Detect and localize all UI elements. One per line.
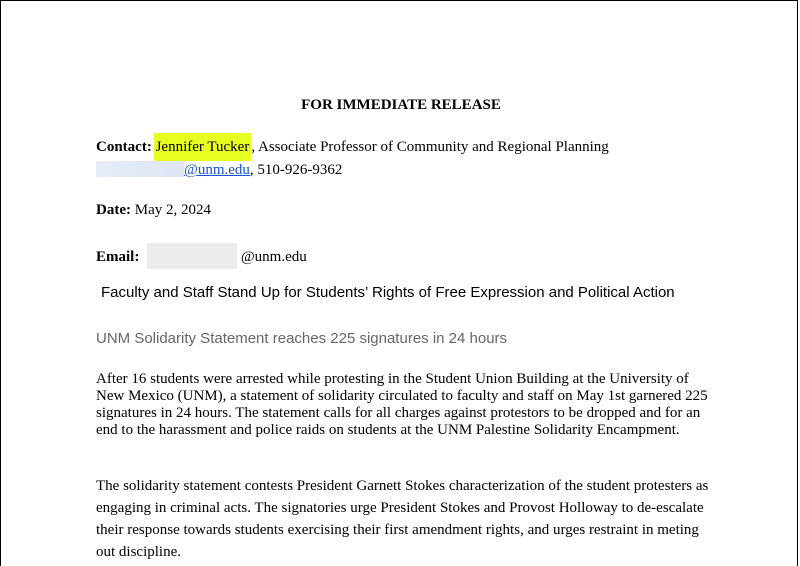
contact-email-link[interactable]: @unm.edu <box>184 162 250 178</box>
contact-email-line <box>96 161 342 179</box>
contact-name: Jennifer Tucker <box>154 133 252 161</box>
contact-label: Contact: <box>96 139 152 155</box>
contact-title: , Associate Professor of Community and Regional Planning <box>251 139 609 155</box>
contact-phone: , 510-926-9362 <box>249 162 343 178</box>
date-line <box>96 202 211 219</box>
redacted-email-box <box>147 243 237 269</box>
subheadline: UNM Solidarity Statement reaches 225 signatures in 24 hours <box>96 330 508 347</box>
email-label: Email: <box>96 249 140 265</box>
redacted-email-user <box>96 161 184 177</box>
email-line <box>96 243 307 269</box>
date-label: Date: <box>96 202 131 218</box>
body-paragraph-2: The solidarity statement contests President Garnett Stokes characterization of the student protesters as engaging in criminal acts. The signatories urge President Stokes and Provost Holloway to de-escalate their response towards students exercising their first amendment rights, and urges restraint in meting out discipline. <box>96 478 709 560</box>
contact-line <box>96 139 609 156</box>
email-domain: @unm.edu <box>240 249 307 265</box>
body-paragraph-1: After 16 students were arrested while protesting in the Student Union Building at the University of New Mexico (UNM), a statement of solidarity circulated to faculty and staff on May 1st garnered 225 signatures in 24 hours. The statement calls for all charges against protestors to be dropped and for an end to the harassment and police raids on students at the UNM Palestine Solidarity Encampment. <box>96 371 708 438</box>
date-value: May 2, 2024 <box>134 202 211 218</box>
headline: Faculty and Staff Stand Up for Students’ Rights of Free Expression and Political Action <box>101 284 675 301</box>
release-heading: FOR IMMEDIATE RELEASE <box>301 97 501 113</box>
